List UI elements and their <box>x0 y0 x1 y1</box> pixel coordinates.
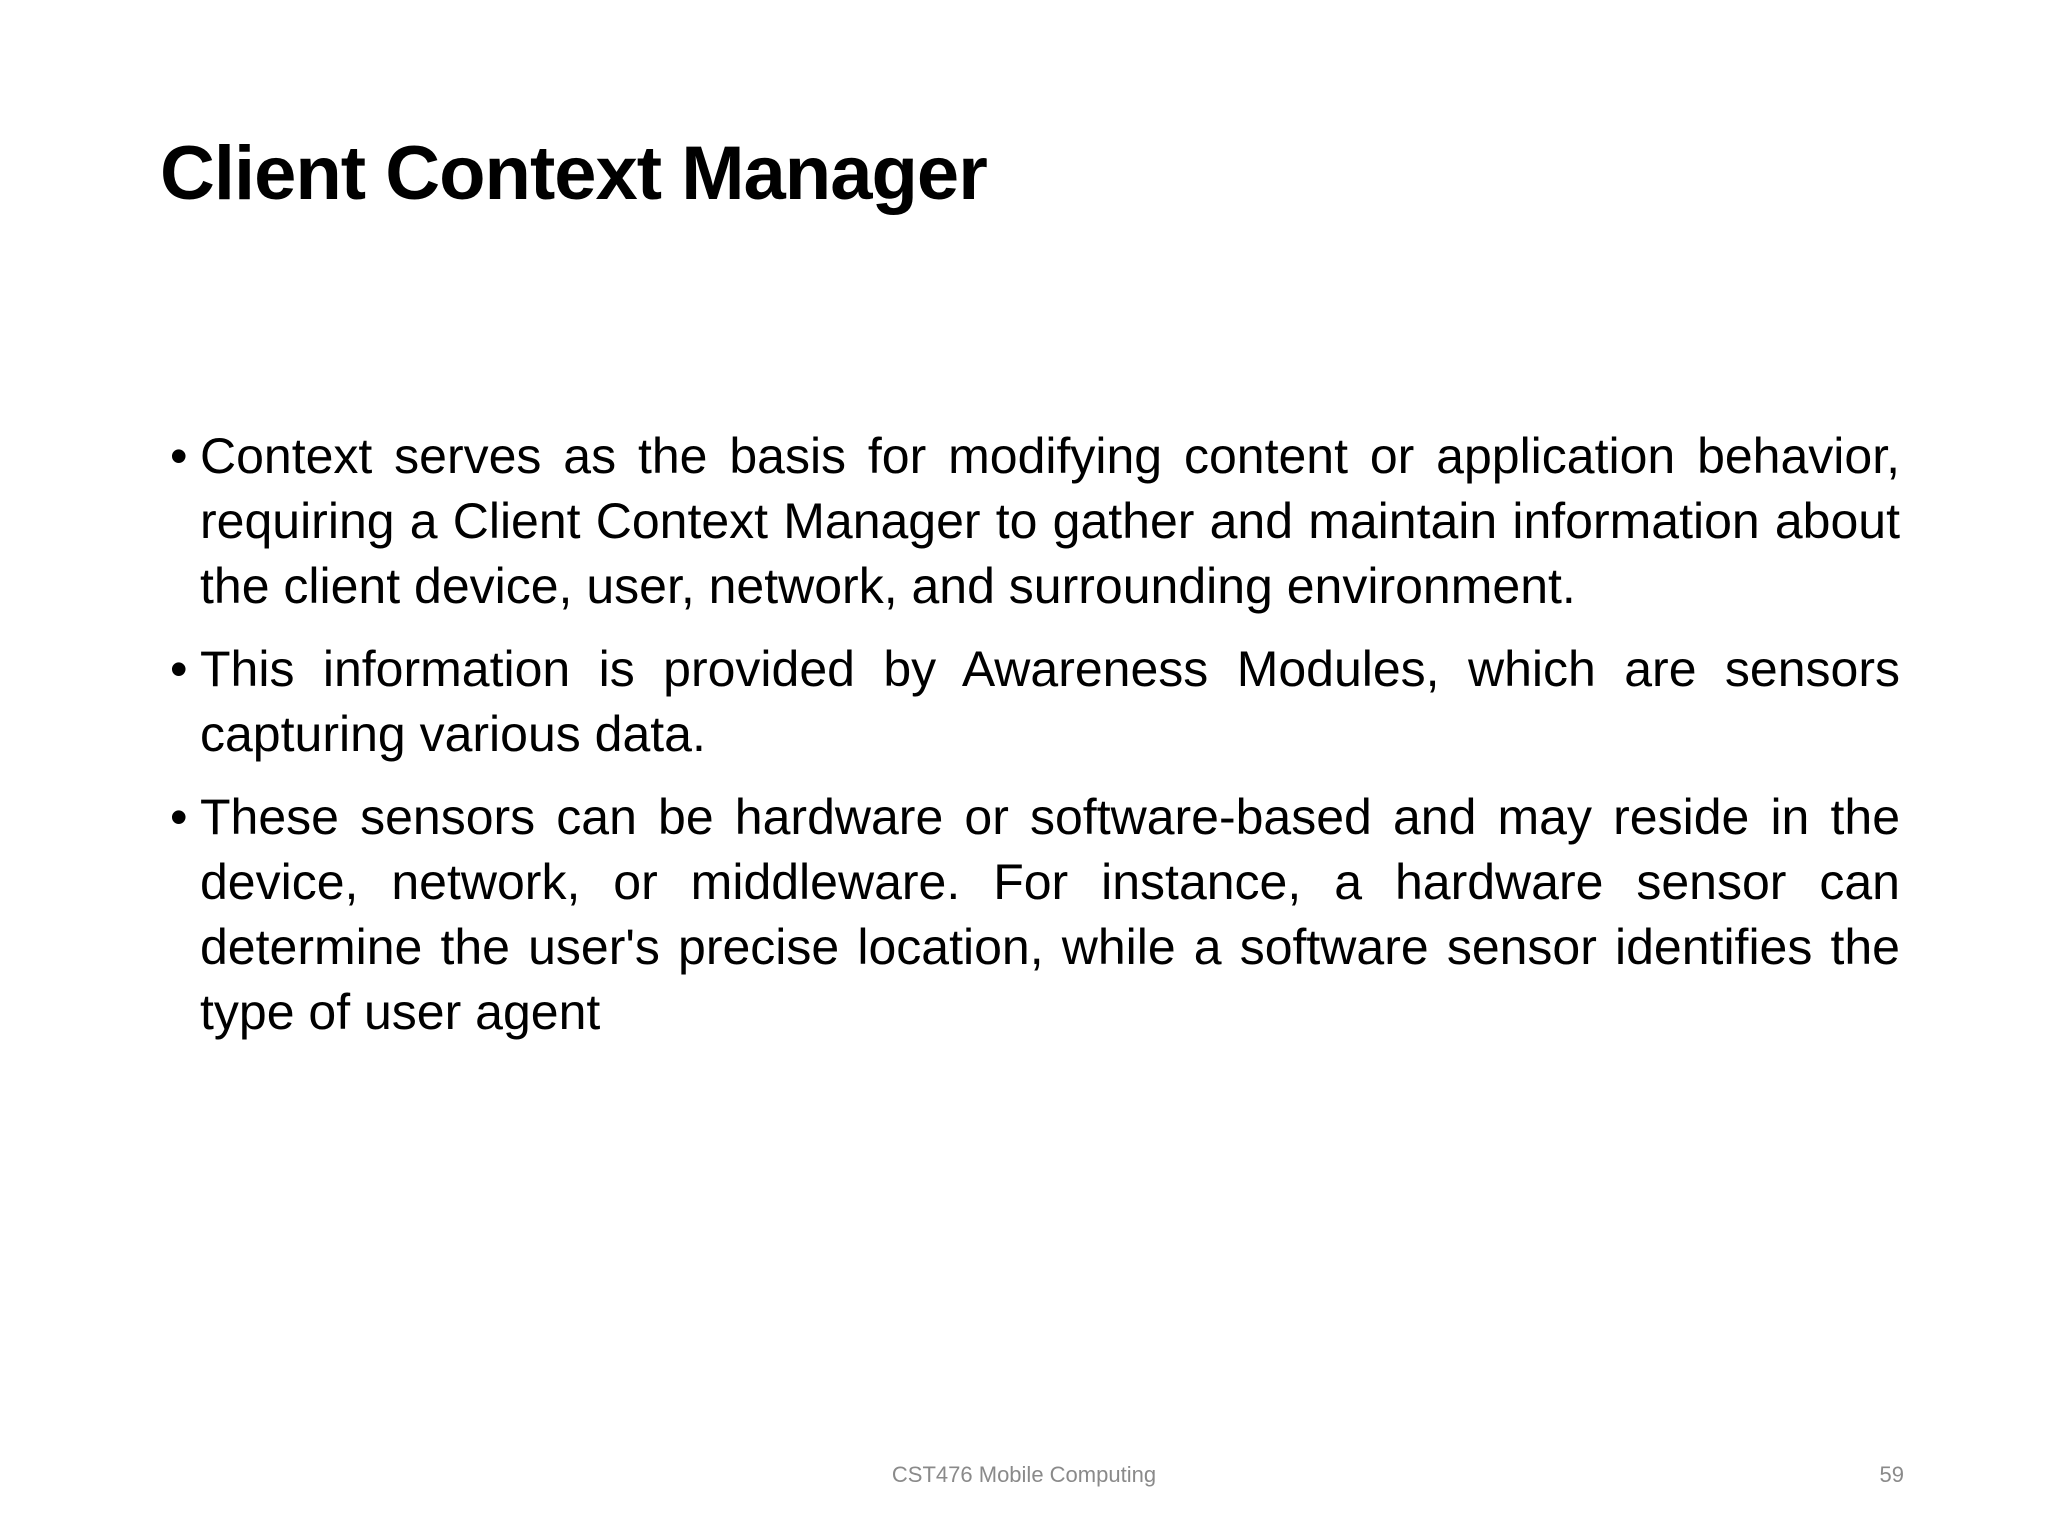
footer-course-name: CST476 Mobile Computing <box>891 1462 1157 1487</box>
bullet-text: These sensors can be hardware or software-based and may reside in the device, network, or middleware. For instance, a hardware sensor can determine the user's precise location, while a software sensor identifies the type of user agent <box>200 789 1900 1040</box>
slide-title: Client Context Manager <box>160 131 987 216</box>
bullet-text: Context serves as the basis for modifying content or application behavior, requiring a Client Context Manager to gather and maintain information about the client device, user, network, and surrounding environment. <box>200 428 1900 614</box>
bullet-dot-icon: • <box>170 428 188 484</box>
bullet-item <box>170 637 1900 767</box>
page-number: 59 <box>1879 1462 1904 1487</box>
bullet-list <box>170 424 1900 1063</box>
bullet-item <box>170 424 1900 619</box>
bullet-dot-icon: • <box>170 641 188 697</box>
bullet-text: This information is provided by Awareness Modules, which are sensors capturing various data. <box>200 641 1900 762</box>
bullet-item <box>170 785 1900 1045</box>
bullet-dot-icon: • <box>170 789 188 845</box>
